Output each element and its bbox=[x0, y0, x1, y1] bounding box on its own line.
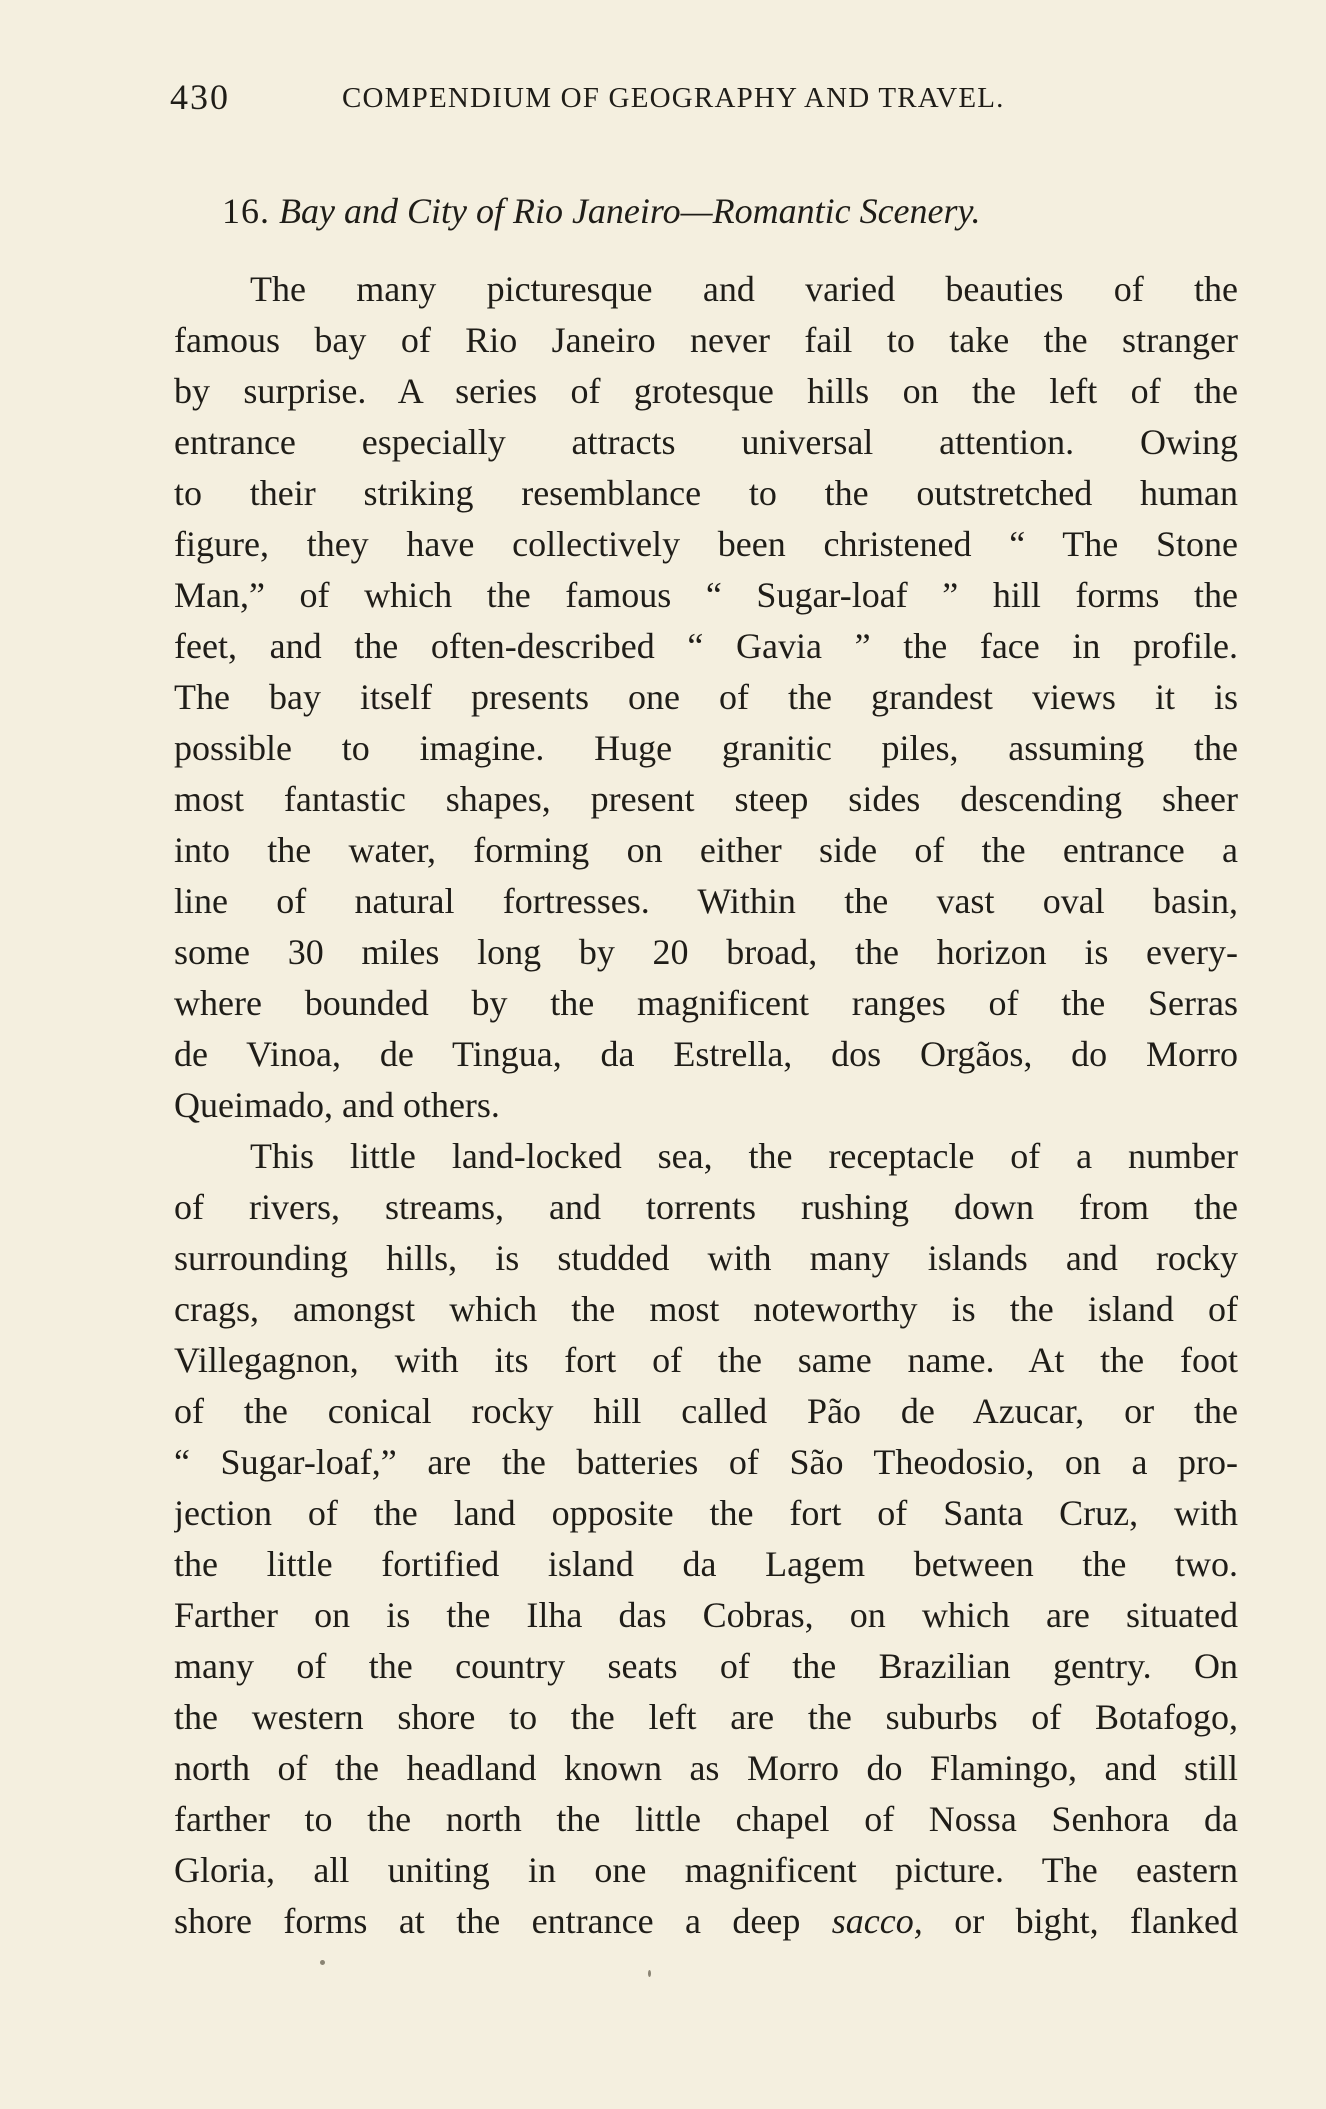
text-run: or bight, flanked bbox=[922, 1901, 1238, 1941]
text-line: of the conical rocky hill called Pão de Azucar, or the bbox=[174, 1391, 1238, 1431]
text-line: Villegagnon, with its fort of the same name. At the foot bbox=[174, 1340, 1238, 1380]
text-line: the little fortified island da Lagem between the two. bbox=[174, 1544, 1238, 1584]
text-line: to their striking resemblance to the outstretched human bbox=[174, 473, 1238, 513]
text-line: north of the headland known as Morro do Flamingo, and still bbox=[174, 1748, 1238, 1788]
text-line: figure, they have collectively been christened “ The Stone bbox=[174, 524, 1238, 564]
ink-speck bbox=[648, 1970, 651, 1977]
text-line: line of natural fortresses. Within the vast oval basin, bbox=[174, 881, 1238, 921]
text-line: feet, and the often-described “ Gavia ” the face in profile. bbox=[174, 626, 1238, 666]
text-line: possible to imagine. Huge granitic piles, assuming the bbox=[174, 728, 1238, 768]
running-title: COMPENDIUM OF GEOGRAPHY AND TRAVEL. bbox=[342, 82, 1005, 114]
text-line: of rivers, streams, and torrents rushing down from the bbox=[174, 1187, 1238, 1227]
running-head bbox=[170, 76, 1130, 126]
text-line: de Vinoa, de Tingua, da Estrella, dos Orgãos, do Morro bbox=[174, 1034, 1238, 1074]
text-line: Gloria, all uniting in one magnificent picture. The eastern bbox=[174, 1850, 1238, 1890]
text-line-last bbox=[174, 1896, 1238, 1947]
body-text bbox=[174, 264, 1238, 1947]
text-line: Queimado, and others. bbox=[174, 1085, 500, 1125]
text-line: the western shore to the left are the suburbs of Botafogo, bbox=[174, 1697, 1238, 1737]
text-line: some 30 miles long by 20 broad, the horizon is every- bbox=[174, 932, 1238, 972]
text-line: famous bay of Rio Janeiro never fail to take the stranger bbox=[174, 320, 1238, 360]
text-line: where bounded by the magnificent ranges of the Serras bbox=[174, 983, 1238, 1023]
text-line: Farther on is the Ilha das Cobras, on which are situated bbox=[174, 1595, 1238, 1635]
page-number: 430 bbox=[170, 77, 230, 117]
text-line: The many picturesque and varied beauties of the bbox=[250, 269, 1238, 309]
printing-specks bbox=[320, 1952, 680, 1982]
text-line: into the water, forming on either side of the entrance a bbox=[174, 830, 1238, 870]
section-heading bbox=[222, 190, 981, 232]
text-line: The bay itself presents one of the grandest views it is bbox=[174, 677, 1238, 717]
ink-speck bbox=[320, 1960, 325, 1965]
text-line: entrance especially attracts universal attention. Owing bbox=[174, 422, 1238, 462]
text-run: shore forms at the entrance a deep bbox=[174, 1901, 832, 1941]
text-line: by surprise. A series of grotesque hills on the left of the bbox=[174, 371, 1238, 411]
italic-term: sacco, bbox=[831, 1901, 923, 1941]
section-number: 16. bbox=[222, 191, 270, 231]
text-line: most fantastic shapes, present steep sides descending sheer bbox=[174, 779, 1238, 819]
section-title: Bay and City of Rio Janeiro—Romantic Scenery. bbox=[279, 191, 981, 231]
text-line: This little land-locked sea, the receptacle of a number bbox=[250, 1136, 1238, 1176]
text-line: “ Sugar-loaf,” are the batteries of São Theodosio, on a pro- bbox=[174, 1442, 1238, 1482]
text-line: many of the country seats of the Brazilian gentry. On bbox=[174, 1646, 1238, 1686]
text-line: Man,” of which the famous “ Sugar-loaf ” hill forms the bbox=[174, 575, 1238, 615]
text-line: farther to the north the little chapel of Nossa Senhora da bbox=[174, 1799, 1238, 1839]
text-line: surrounding hills, is studded with many islands and rocky bbox=[174, 1238, 1238, 1278]
text-line: crags, amongst which the most noteworthy is the island of bbox=[174, 1289, 1238, 1329]
text-line: jection of the land opposite the fort of Santa Cruz, with bbox=[174, 1493, 1238, 1533]
